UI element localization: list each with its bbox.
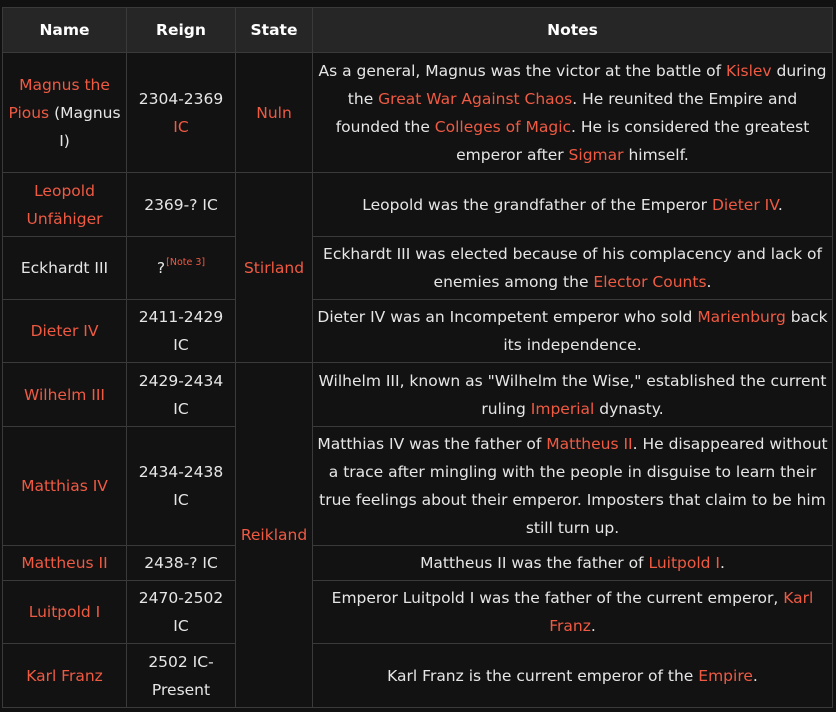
- cell-reign: [127, 427, 236, 546]
- cell-state: [236, 53, 313, 173]
- cell-text: 2429-2434 IC: [138, 371, 224, 418]
- cell-notes: [313, 546, 833, 581]
- cell-text: Leopold was the grandfather of the Emperor: [362, 195, 712, 214]
- inline-link[interactable]: Mattheus II: [546, 435, 633, 453]
- state-link[interactable]: Reikland: [240, 526, 308, 544]
- cell-text: ?: [156, 259, 166, 277]
- table-row: [3, 581, 833, 644]
- cell-text: 2411-2429 IC: [138, 308, 224, 354]
- table-row: [3, 644, 833, 708]
- cell-notes: [313, 173, 833, 237]
- table-row: [3, 363, 833, 427]
- inline-link[interactable]: Empire: [698, 666, 753, 685]
- cell-notes: [313, 581, 833, 644]
- cell-text: Wilhelm III, known as "Wilhelm the Wise," established the current ruling: [318, 371, 827, 418]
- cell-notes: [313, 237, 833, 300]
- cell-text: 2304-2369: [138, 89, 224, 108]
- cell-text: Emperor Luitpold I was the father of the current emperor,: [331, 589, 784, 607]
- inline-link[interactable]: Karl Franz: [26, 666, 103, 685]
- cell-name: [3, 363, 127, 427]
- inline-link[interactable]: Marienburg: [697, 308, 786, 326]
- cell-state: [236, 173, 313, 363]
- cell-text: himself.: [623, 145, 689, 164]
- cell-text: Eckhardt III was elected because of his complacency and lack of enemies among the: [323, 245, 822, 291]
- cell-text: (Magnus I): [49, 103, 121, 150]
- cell-text: .: [777, 195, 783, 214]
- header-row: [3, 8, 833, 53]
- cell-text: . He reunited the Empire and founded the: [335, 89, 798, 136]
- cell-reign: [127, 546, 236, 581]
- cell-name: [3, 581, 127, 644]
- inline-link[interactable]: Karl Franz: [549, 589, 814, 635]
- cell-name: [3, 173, 127, 237]
- inline-link[interactable]: Luitpold I: [648, 554, 720, 572]
- cell-reign: [127, 300, 236, 363]
- header-state: State: [236, 8, 313, 53]
- table-row: [3, 300, 833, 363]
- inline-link[interactable]: Leopold Unfähiger: [26, 181, 103, 228]
- cell-name: [3, 237, 127, 300]
- cell-text: 2438-? IC: [144, 554, 218, 572]
- cell-name: [3, 644, 127, 708]
- cell-text: during the: [347, 61, 827, 108]
- state-link[interactable]: Stirland: [243, 258, 305, 277]
- cell-text: .: [590, 617, 596, 635]
- cell-reign: [127, 53, 236, 173]
- cell-name: [3, 300, 127, 363]
- table-header: [3, 8, 833, 53]
- table-body: [3, 53, 833, 708]
- inline-link[interactable]: Imperial: [530, 399, 595, 418]
- cell-text: 2502 IC-Present: [148, 652, 214, 699]
- cell-name: [3, 427, 127, 546]
- cell-text: dynasty.: [594, 399, 664, 418]
- cell-text: back its independence.: [503, 308, 828, 354]
- cell-reign: [127, 173, 236, 237]
- table-row: [3, 173, 833, 237]
- inline-link[interactable]: IC: [173, 117, 189, 136]
- cell-text: .: [752, 666, 758, 685]
- table-row: [3, 53, 833, 173]
- cell-text: Matthias IV was the father of: [317, 435, 547, 453]
- inline-link[interactable]: Sigmar: [568, 145, 624, 164]
- inline-link[interactable]: Wilhelm III: [23, 385, 105, 404]
- note-link[interactable]: [Note 3]: [166, 256, 206, 268]
- cell-notes: [313, 300, 833, 363]
- cell-notes: [313, 644, 833, 708]
- inline-link[interactable]: Elector Counts: [593, 273, 707, 291]
- cell-reign: [127, 363, 236, 427]
- inline-link[interactable]: Kislev: [726, 61, 772, 80]
- cell-text: Dieter IV was an Incompetent emperor who sold: [317, 308, 698, 326]
- header-notes: Notes: [313, 8, 833, 53]
- cell-text: .: [720, 554, 725, 572]
- cell-notes: [313, 427, 833, 546]
- cell-notes: [313, 363, 833, 427]
- emperors-table: [2, 7, 833, 708]
- cell-notes: [313, 53, 833, 173]
- cell-reign: [127, 237, 236, 300]
- note-ref: [166, 257, 205, 268]
- inline-link[interactable]: Magnus the Pious: [8, 75, 110, 122]
- inline-link[interactable]: Luitpold I: [28, 603, 101, 621]
- inline-link[interactable]: Matthias IV: [21, 477, 108, 495]
- cell-text: 2369-? IC: [144, 195, 218, 214]
- inline-link[interactable]: Dieter IV: [30, 322, 99, 340]
- cell-text: . He disappeared without a trace after mingling with the people in disguise to learn their true feelings about their emperor. Imposters that claim to be him still turn up.: [319, 435, 828, 537]
- inline-link[interactable]: Dieter IV: [711, 195, 778, 214]
- cell-reign: [127, 644, 236, 708]
- cell-text: Karl Franz is the current emperor of the: [387, 666, 699, 685]
- inline-link[interactable]: Colleges of Magic: [434, 117, 572, 136]
- cell-text: 2434-2438 IC: [138, 463, 224, 509]
- table-row: [3, 546, 833, 581]
- table-row: [3, 237, 833, 300]
- cell-name: [3, 546, 127, 581]
- cell-text: As a general, Magnus was the victor at the battle of: [318, 61, 727, 80]
- table-row: [3, 427, 833, 546]
- cell-text: . He is considered the greatest emperor after: [456, 117, 810, 164]
- inline-link[interactable]: Mattheus II: [21, 554, 108, 572]
- cell-state: [236, 363, 313, 708]
- cell-name: [3, 53, 127, 173]
- header-name: Name: [3, 8, 127, 53]
- inline-link[interactable]: Great War Against Chaos: [378, 89, 573, 108]
- cell-text: Mattheus II was the father of: [420, 554, 649, 572]
- cell-text: Eckhardt III: [20, 259, 109, 277]
- cell-reign: [127, 581, 236, 644]
- header-reign: Reign: [127, 8, 236, 53]
- cell-text: .: [706, 273, 712, 291]
- state-link[interactable]: Nuln: [256, 103, 292, 122]
- cell-text: 2470-2502 IC: [138, 589, 224, 635]
